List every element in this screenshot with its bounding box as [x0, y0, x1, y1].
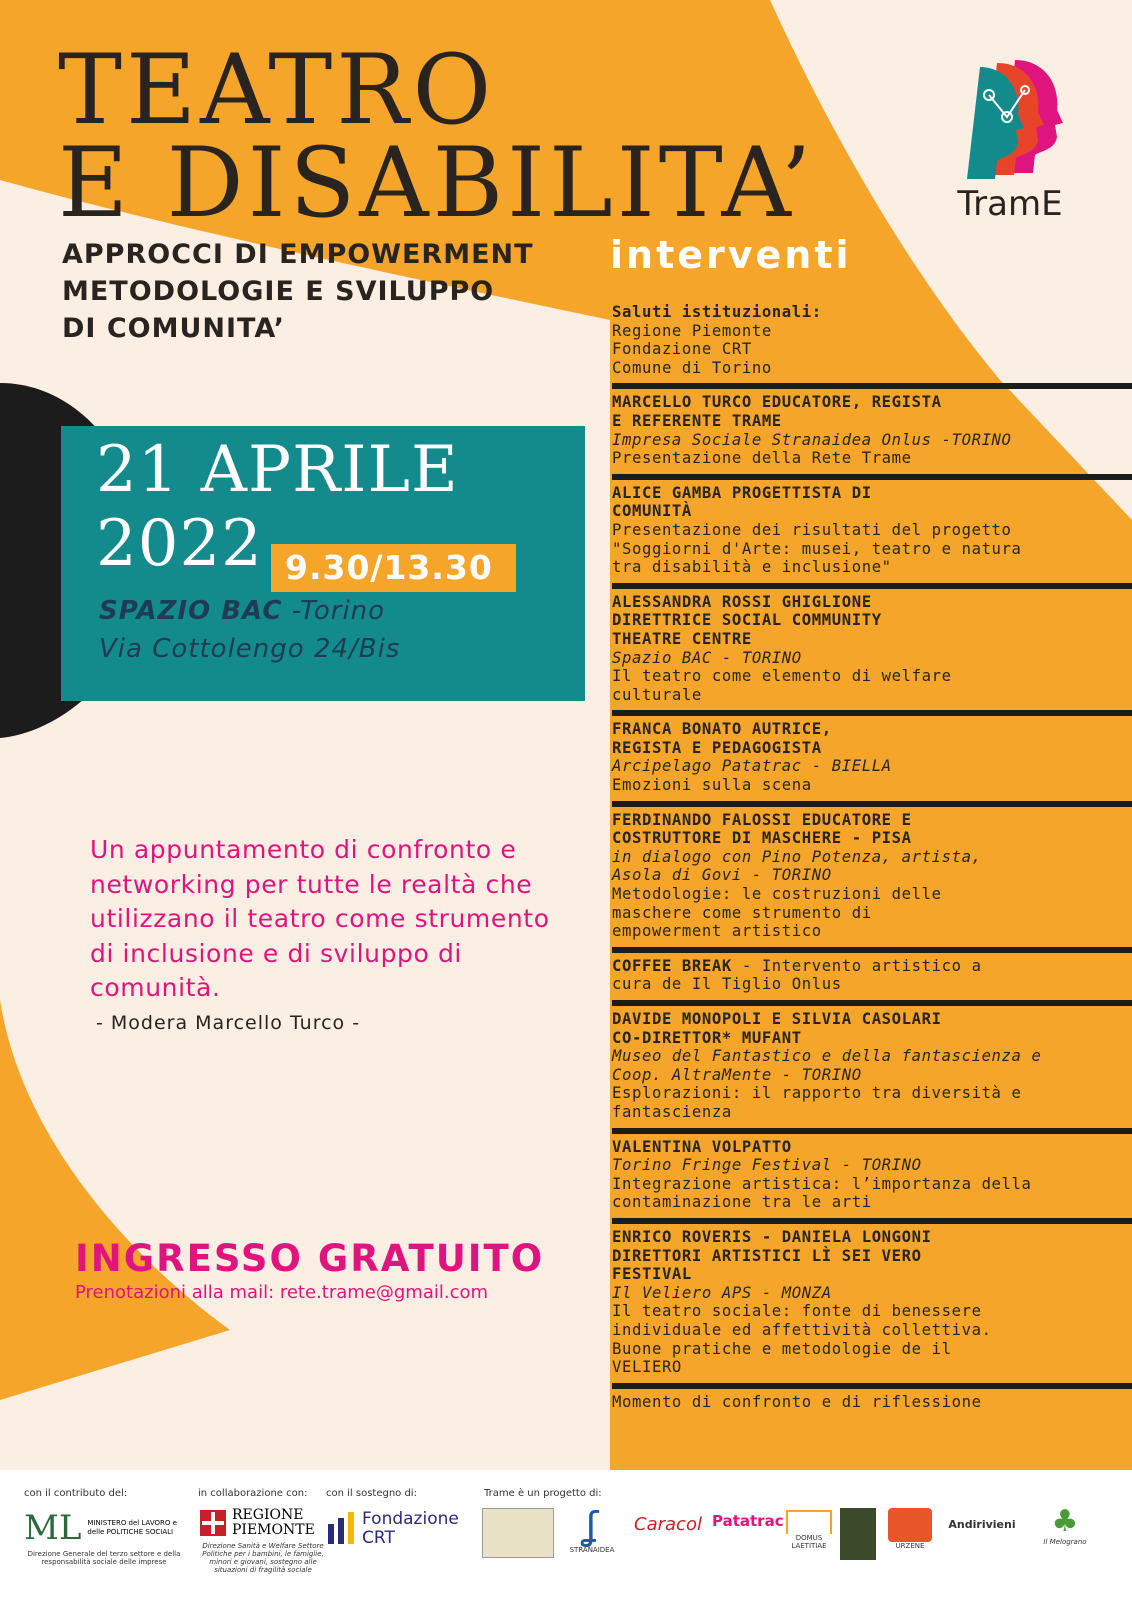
partner-label: Il Melograno	[1043, 1538, 1087, 1546]
partner-label: Patatrac	[712, 1512, 784, 1530]
partner-caracol	[632, 1514, 704, 1535]
progetto-label: Trame è un progetto di:	[484, 1488, 602, 1499]
program-speaker: DIRETTORI ARTISTICI LÌ SEI VERO	[612, 1246, 922, 1265]
subtitle-line: DI COMUNITA’	[62, 313, 286, 344]
program-item	[612, 389, 1132, 479]
program-topic: tra disabilità e inclusione"	[612, 558, 892, 577]
program-item	[612, 953, 1132, 1006]
program-speaker: ALESSANDRA ROSSI GHIGLIONE	[612, 592, 872, 611]
partner-label: Caracol	[634, 1514, 702, 1535]
event-address: Via Cottolengo 24/Bis	[99, 634, 401, 664]
program-speaker: COFFEE BREAK - Intervento artistico a	[612, 956, 982, 975]
program-speaker: MARCELLO TURCO EDUCATORE, REGISTA	[612, 393, 942, 412]
partner-label: STRANAIDEA	[569, 1546, 615, 1554]
program-item	[612, 589, 1132, 717]
venue-city: -Torino	[291, 596, 386, 626]
event-description: Un appuntamento di confronto e networking per tutte le realtà che utilizzano il teatro come strumento di inclusione e di sviluppo di comunità.	[90, 835, 550, 1002]
program-topic: Esplorazioni: il rapporto tra diversità e	[612, 1084, 1022, 1103]
program-item	[612, 807, 1132, 953]
program-organization: in dialogo con Pino Potenza, artista,	[612, 847, 982, 866]
program-speaker: COMUNITÀ	[612, 502, 692, 521]
regione-name: REGIONE PIEMONTE	[232, 1507, 315, 1538]
program-speaker: VALENTINA VOLPATTO	[612, 1137, 792, 1156]
subtitle	[62, 236, 602, 347]
interventi-heading: interventi	[610, 233, 852, 277]
ministero-name: MINISTERO del LAVORO e delle POLITICHE SOCIALI	[87, 1519, 177, 1536]
partner-melograno	[1030, 1506, 1100, 1546]
program-topic: Presentazione dei risultati del progetto	[612, 520, 1012, 539]
regione-shield-icon	[198, 1508, 228, 1538]
event-date: 21 APRILE	[96, 433, 459, 507]
cascina-logo	[840, 1508, 876, 1560]
program-organization: Coop. AltraMente - TORINO	[612, 1065, 862, 1084]
partner-urzene	[888, 1508, 932, 1550]
contributo-label: con il contributo del:	[24, 1488, 128, 1499]
sponsor-footer	[0, 1470, 1132, 1599]
program-speaker: DIRETTRICE SOCIAL COMMUNITY	[612, 611, 882, 630]
program-item	[612, 1134, 1132, 1224]
program-speaker: COSTRUTTORE DI MASCHERE - PISA	[612, 829, 912, 848]
event-venue	[99, 596, 385, 626]
partner-label: URZENE	[895, 1542, 925, 1550]
program-speaker: DAVIDE MONOPOLI E SILVIA CASOLARI	[612, 1010, 942, 1028]
program-speaker: CO-DIRETTOR* MUFANT	[612, 1028, 802, 1047]
partner-andirivieni	[944, 1518, 1020, 1531]
moderator: - Modera Marcello Turco -	[96, 1012, 361, 1034]
program-speaker: FRANCA BONATO AUTRICE,	[612, 720, 832, 739]
program-speaker: FESTIVAL	[612, 1265, 692, 1284]
program-topic: "Soggiorni d'Arte: musei, teatro e natura	[612, 539, 1022, 558]
event-date-box	[61, 426, 585, 701]
program-topic: Buone pratiche e metodologie de il	[612, 1339, 952, 1358]
program-speaker: REGISTA E PEDAGOGISTA	[612, 738, 822, 757]
program-item	[612, 1389, 1132, 1418]
program-item	[612, 716, 1132, 806]
program-item	[612, 303, 1132, 389]
title-line-1: TEATRO	[58, 34, 496, 146]
fondazione-name: Fondazione CRT	[362, 1509, 459, 1548]
program-organization: Torino Fringe Festival - TORINO	[612, 1156, 922, 1175]
program-topic: Il teatro come elemento di welfare	[612, 667, 952, 686]
booking-info: Prenotazioni alla mail: rete.trame@gmail.com	[75, 1282, 489, 1303]
partner-label: Andirivieni	[948, 1518, 1016, 1531]
title-line-2: E DISABILITA’	[58, 127, 816, 239]
stranaidea-icon: ʆ	[585, 1504, 599, 1548]
program-speaker: ALICE GAMBA PROGETTISTA DI	[612, 483, 872, 502]
program-topic: culturale	[612, 685, 702, 704]
partner-domus	[786, 1510, 832, 1550]
program-organization: Impresa Sociale Stranaidea Onlus -TORINO	[612, 430, 1012, 449]
program-organization: Arcipelago Patatrac - BIELLA	[612, 757, 892, 776]
regione-logo	[198, 1508, 328, 1574]
free-entry-heading: INGRESSO GRATUITO	[75, 1237, 545, 1280]
ministero-logo	[24, 1508, 184, 1566]
program-organization: Spazio BAC - TORINO	[612, 648, 802, 667]
partner-stranaidea	[562, 1506, 622, 1554]
crt-bars-icon	[326, 1512, 356, 1546]
program-organization: Asola di Govi - TORINO	[612, 866, 832, 885]
tree-icon: ♣	[1051, 1504, 1079, 1539]
program-speaker: ENRICO ROVERIS - DANIELA LONGONI	[612, 1227, 932, 1246]
regione-sub: Direzione Sanità e Welfare Settore Politiche per i bambini, le famiglie, minori e giovani, sostegno alle situazioni di fragilità sociale	[202, 1542, 324, 1574]
program-item	[612, 1224, 1132, 1389]
program-topic: VELIERO	[612, 1358, 682, 1377]
ministero-sub: Direzione Generale del terzo settore e della responsabilità sociale delle imprese	[27, 1550, 181, 1566]
program-topic: Metodologie: le costruzioni delle	[612, 885, 942, 904]
program-speaker: E REFERENTE TRAME	[612, 411, 782, 430]
event-year: 2022	[96, 507, 263, 581]
program-topic: individuale ed affettività collettiva.	[612, 1320, 992, 1339]
program-topic: Emozioni sulla scena	[612, 776, 812, 795]
program-speaker: Saluti istituzionali:	[612, 303, 822, 321]
brand-name: TramE	[957, 184, 1063, 224]
sostegno-label: con il sostegno di:	[326, 1488, 417, 1499]
program-organization: Il Veliero APS - MONZA	[612, 1283, 832, 1302]
urzene-icon	[888, 1508, 932, 1542]
program-item	[612, 480, 1132, 589]
il-tiglio-logo	[482, 1508, 554, 1558]
program-topic: Il teatro sociale: fonte di benessere	[612, 1302, 982, 1321]
program-topic: contaminazione tra le arti	[612, 1193, 872, 1212]
venue-name: SPAZIO BAC	[99, 596, 283, 626]
program-topic: Fondazione CRT	[612, 340, 752, 359]
program-topic: maschere come strumento di	[612, 903, 872, 922]
ml-monogram-icon: ML	[24, 1508, 82, 1548]
program-speaker: FERDINANDO FALOSSI EDUCATORE E	[612, 810, 912, 829]
program-item	[612, 1006, 1132, 1134]
program-topic: cura de Il Tiglio Onlus	[612, 975, 842, 994]
subtitle-line: APPROCCI DI EMPOWERMENT	[62, 239, 534, 270]
fondazione-crt-logo	[326, 1510, 462, 1548]
partner-label: DOMUS LAETITIAE	[791, 1534, 827, 1550]
partner-patatrac	[712, 1512, 784, 1530]
collaborazione-label: in collaborazione con:	[198, 1488, 308, 1499]
program-speaker: THEATRE CENTRE	[612, 629, 752, 648]
program-list	[612, 303, 1132, 1417]
program-topic: Integrazione artistica: l’importanza della	[612, 1174, 1032, 1193]
program-topic: Comune di Torino	[612, 358, 772, 377]
program-topic: fantascienza	[612, 1102, 732, 1121]
trame-logo	[945, 55, 1075, 225]
domus-icon	[786, 1510, 832, 1534]
program-organization: Museo del Fantastico e della fantascienza e	[612, 1047, 1042, 1066]
program-topic: Regione Piemonte	[612, 321, 772, 340]
program-topic: Presentazione della Rete Trame	[612, 449, 912, 468]
program-topic: empowerment artistico	[612, 922, 822, 941]
event-time: 9.30/13.30	[271, 544, 516, 592]
program-topic: Momento di confronto e di riflessione	[612, 1392, 982, 1411]
subtitle-line: METODOLOGIE E SVILUPPO	[62, 276, 495, 307]
